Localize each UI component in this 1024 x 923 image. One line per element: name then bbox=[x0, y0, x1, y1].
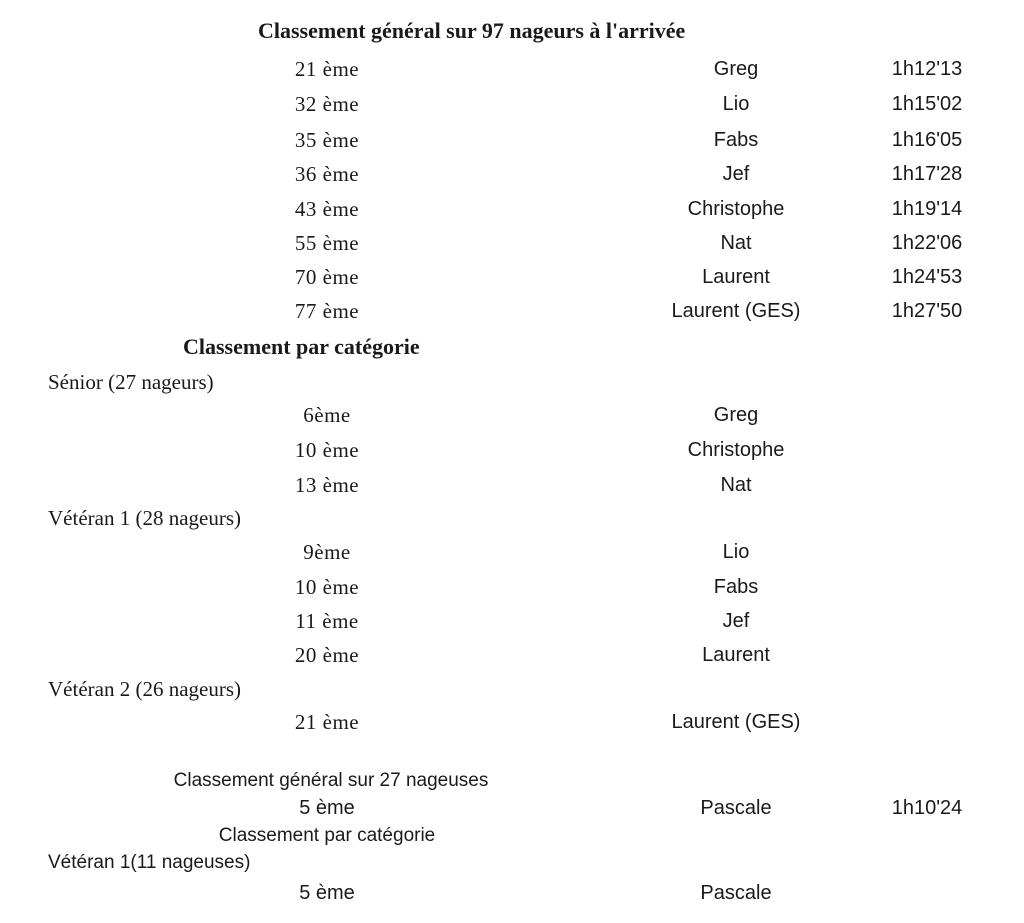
rank-cell: 5 ème bbox=[299, 797, 355, 819]
time-cell: 1h22'06 bbox=[891, 232, 963, 254]
category-label: Vétéran 1 (28 nageurs) bbox=[48, 506, 241, 530]
rank-cell: 10 ème bbox=[294, 438, 360, 462]
women-overall-title: Classement général sur 27 nageuses bbox=[173, 770, 489, 791]
name-cell: Christophe bbox=[687, 439, 785, 461]
name-cell: Jef bbox=[722, 163, 750, 185]
rank-cell: 10 ème bbox=[294, 575, 360, 599]
time-cell: 1h27'50 bbox=[891, 300, 963, 322]
name-cell: Lio bbox=[722, 93, 750, 115]
rank-cell: 70 ème bbox=[294, 265, 360, 289]
name-cell: Fabs bbox=[713, 576, 759, 598]
category-label: Vétéran 2 (26 nageurs) bbox=[48, 677, 241, 701]
name-cell: Laurent bbox=[702, 266, 770, 288]
men-category-title: Classement par catégorie bbox=[183, 334, 420, 359]
rank-cell: 35 ème bbox=[294, 128, 360, 152]
name-cell: Greg bbox=[713, 404, 759, 426]
men-overall-title: Classement général sur 97 nageurs à l'arrivée bbox=[258, 18, 686, 43]
rank-cell: 43 ème bbox=[294, 197, 360, 221]
rank-cell: 6ème bbox=[303, 403, 351, 427]
name-cell: Christophe bbox=[687, 198, 785, 220]
name-cell: Laurent bbox=[702, 644, 770, 666]
rank-cell: 5 ème bbox=[299, 882, 355, 904]
name-cell: Pascale bbox=[700, 797, 772, 819]
name-cell: Nat bbox=[720, 474, 752, 496]
time-cell: 1h16'05 bbox=[891, 129, 963, 151]
name-cell: Nat bbox=[720, 232, 752, 254]
rank-cell: 32 ème bbox=[294, 92, 360, 116]
name-cell: Laurent (GES) bbox=[671, 300, 801, 322]
rank-cell: 21 ème bbox=[294, 57, 360, 81]
name-cell: Lio bbox=[722, 541, 750, 563]
rank-cell: 21 ème bbox=[294, 710, 360, 734]
time-cell: 1h12'13 bbox=[891, 58, 963, 80]
time-cell: 1h15'02 bbox=[891, 93, 963, 115]
name-cell: Laurent (GES) bbox=[671, 711, 801, 733]
rank-cell: 9ème bbox=[303, 540, 351, 564]
name-cell: Jef bbox=[722, 610, 750, 632]
rank-cell: 77 ème bbox=[294, 299, 360, 323]
women-category-title: Classement par catégorie bbox=[218, 825, 436, 846]
name-cell: Fabs bbox=[713, 129, 759, 151]
rank-cell: 20 ème bbox=[294, 643, 360, 667]
time-cell: 1h17'28 bbox=[891, 163, 963, 185]
category-label: Sénior (27 nageurs) bbox=[48, 370, 214, 394]
name-cell: Greg bbox=[713, 58, 759, 80]
category-label: Vétéran 1(11 nageuses) bbox=[48, 852, 251, 873]
time-cell: 1h10'24 bbox=[891, 797, 963, 819]
name-cell: Pascale bbox=[700, 882, 772, 904]
time-cell: 1h19'14 bbox=[891, 198, 963, 220]
time-cell: 1h24'53 bbox=[891, 266, 963, 288]
rank-cell: 36 ème bbox=[294, 162, 360, 186]
rank-cell: 55 ème bbox=[294, 231, 360, 255]
rank-cell: 13 ème bbox=[294, 473, 360, 497]
rank-cell: 11 ème bbox=[295, 609, 359, 633]
